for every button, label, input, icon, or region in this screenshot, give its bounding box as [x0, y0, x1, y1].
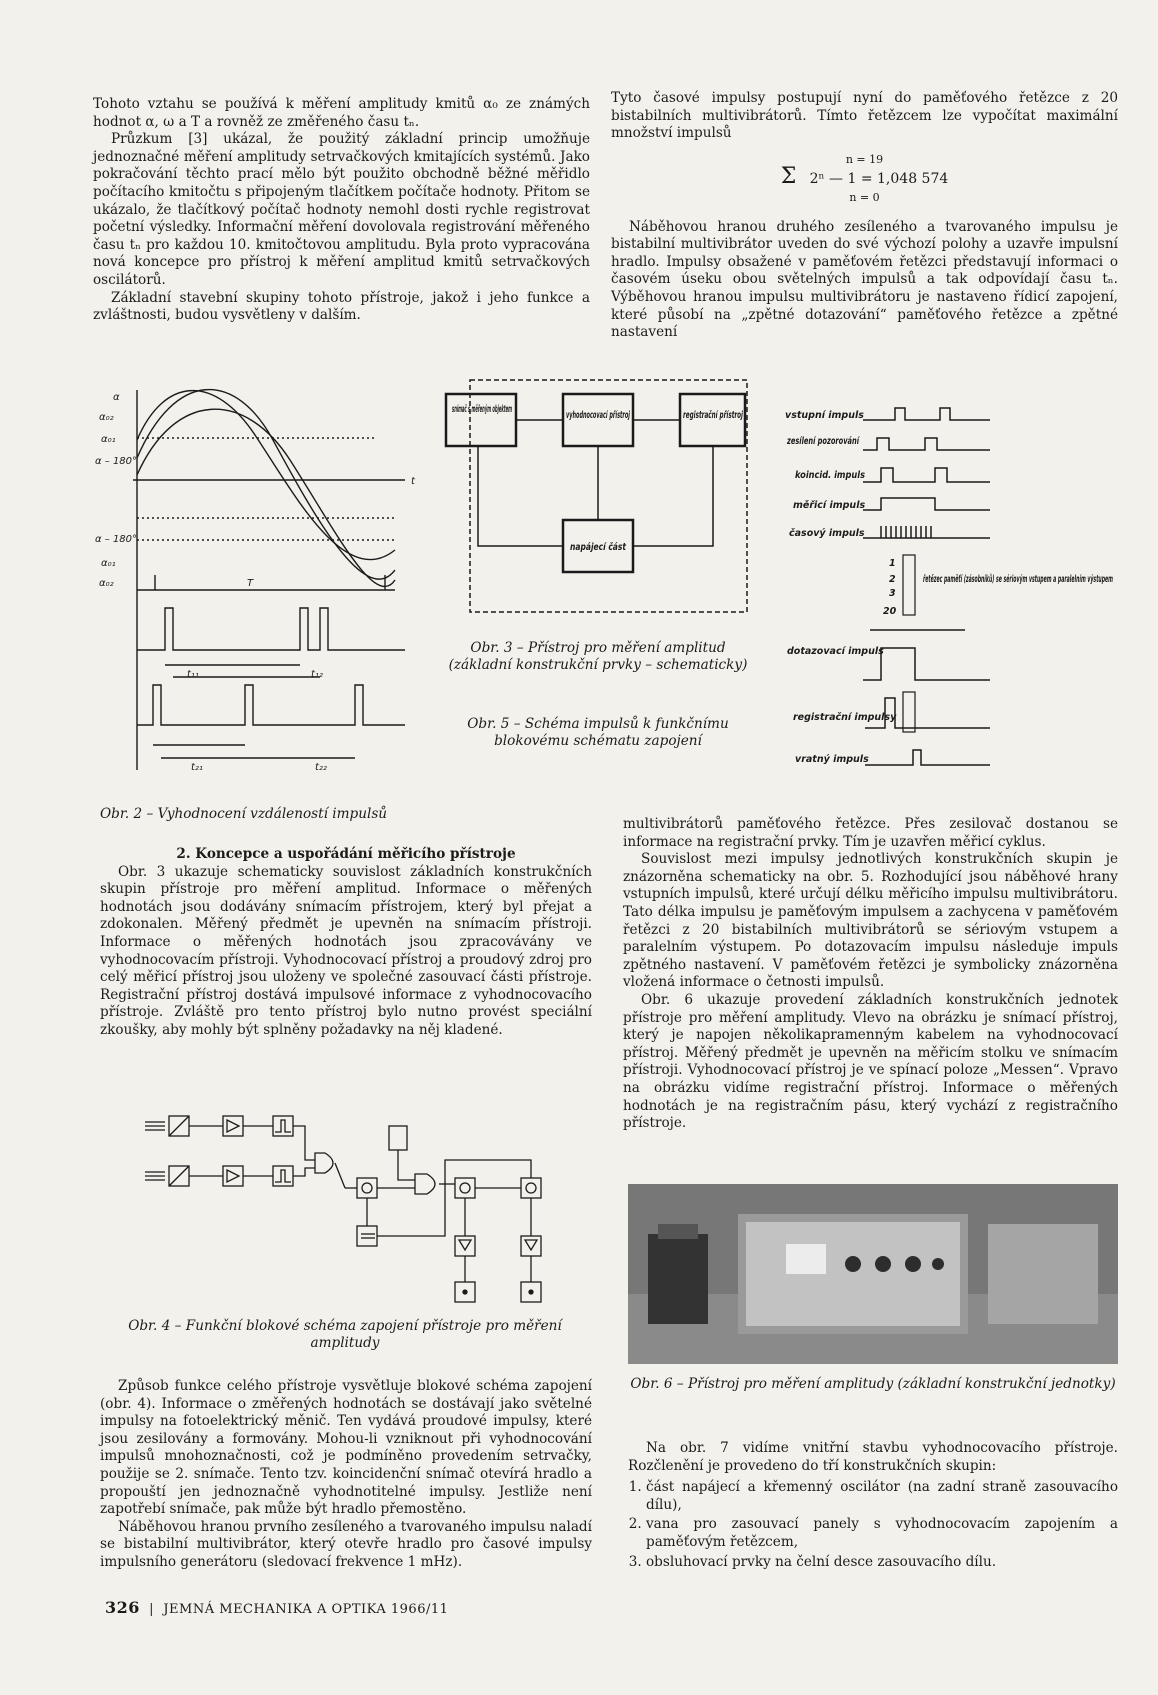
paragraph: Tohoto vztahu se používá k měření amplitudy kmitů α₀ ze známých hodnot α, ω a T a rovněž ze změřeného času tₙ. [93, 96, 590, 130]
paragraph: Na obr. 7 vidíme vnitřní stavbu vyhodnocovacího přístroje. Rozčlenění je provedeno do tří konstrukčních skupin: [628, 1440, 1118, 1474]
pulse-label-merici: měřicí impuls [793, 500, 866, 511]
axis-label-a180-neg: α – 180° [95, 534, 138, 545]
axis-label-t: t [411, 476, 415, 487]
sum-expression: 2ⁿ — 1 = 1,048 574 [809, 171, 949, 188]
axis-label-a02-neg: α₀₂ [99, 578, 114, 589]
list-item: 1. část napájecí a křemenný oscilátor (na zadní straně zasouvacího dílu), [646, 1479, 1118, 1514]
paragraph: Způsob funkce celého přístroje vysvětluje blokové schéma zapojení (obr. 4). Informace o změřených hodnotách se dostávají jako světelné impulsy na fotoelektrický měnič. Ten vydává proudové impulsy, které jsou zesilovány a formovány. Mohou-li vzniknout při vyhodnocování impulsů mnohoznačnosti, což je podmíněno provedením setrvačky, použije se 2. snímače. Tento tzv. koincidenční snímač otevírá hradlo a propouští jen jednoznačně vyhodnotitelné impulsy. Jestliže není zapotřebí snímače, pak může být hradlo přemostěno. [100, 1378, 592, 1518]
pulse-label-vstupni: vstupní impuls [785, 410, 864, 421]
figure-6-photo [628, 1184, 1118, 1364]
right-text-bottom [628, 1440, 1118, 1573]
pulse-label-retezec: řetězec paměťí (zásobníků) se sériovým vstupem a paralelním výstupem [923, 574, 1114, 585]
right-text-middle [623, 816, 1118, 1133]
left-text-middle [100, 846, 592, 1040]
pulse-label-casovy: časový impuls [789, 528, 865, 539]
figure-3-block-schematic [438, 378, 758, 628]
sigma-symbol: Σ [780, 164, 797, 190]
sum-lower-limit: n = 0 [849, 190, 880, 204]
instrument-photo-illustration [628, 1184, 1118, 1364]
register-index-3: 3 [889, 588, 896, 599]
caption-fig2: Obr. 2 – Vyhodnocení vzdáleností impulsů [100, 806, 388, 822]
interval-label-t12: t₁₂ [311, 669, 323, 680]
block-label-registracni: registrační přístroj [683, 410, 744, 421]
axis-label-a180: α – 180° [95, 456, 138, 467]
paragraph: Tyto časové impulsy postupují nyní do paměťového řetězce z 20 bistabilních multivibrátorů. Tímto řetězcem lze vypočítat maximální množství impulsů [611, 90, 1118, 142]
axis-label-a02: α₀₂ [99, 412, 114, 423]
caption-fig3: Obr. 3 – Přístroj pro měření amplitud (základní konstrukční prvky – schematicky) [448, 640, 748, 673]
caption-fig4: Obr. 4 – Funkční blokové schéma zapojení přístroje pro měření amplitudy [128, 1318, 562, 1351]
paragraph: Průzkum [3] ukázal, že použitý základní princip umožňuje jednoznačné měření amplitudy setrvačkových kmitajících systémů. Jako pokračování těchto prací mělo být použito obchodně běžné měřidlo počítacího kmitočtu s připojeným tlačítkem počítače hodnoty. Přitom se ukázalo, že tlačítkový počítač hodnoty nemohl dosti rychle registrovat početní výsledky. Informační měření dovolovala registrování měřeného času tₙ pro každou 10. kmitočtovou amplitudu. Byla proto vypracována nová koncepce pro přístroj k měření amplitud kmitů setrvačkových oscilátorů. [93, 131, 590, 288]
left-text-top [93, 96, 590, 325]
register-index-2: 2 [889, 574, 896, 585]
list [628, 1479, 1118, 1571]
paragraph: Náběhovou hranou druhého zesíleného a tvarovaného impulsu je bistabilní multivibrátor uveden do své výchozí polohy a uzavře impulsní hradlo. Impulsy obsažené v paměťovém řetězci představují informaci o časovém úseku obou světelných impulsů a tak odpovídají času tₙ. Výběhovou hranou impulsu multivibrátoru je nastaveno řídicí zapojení, které působí na „zpětné dotazování“ paměťového řetězce a zpětné nastavení [611, 218, 1118, 341]
interval-label-t22: t₂₂ [315, 762, 327, 773]
pulse-label-zesileni: zesílení pozorování [786, 436, 861, 447]
list-item: 2. vana pro zasouvací panely s vyhodnocovacím zapojením a paměťovým řetězcem, [646, 1516, 1118, 1551]
paragraph: multivibrátorů paměťového řetězce. Přes zesilovač dostanou se informace na registrační prvky. Tím je uzavřen měřicí cyklus. [623, 816, 1118, 850]
pulse-label-regist: registrační impulsy [793, 712, 897, 723]
caption-fig5: Obr. 5 – Schéma impulsů k funkčnímu blokovému schématu zapojení [467, 716, 729, 749]
sum-formula [611, 151, 1118, 207]
left-text-bottom [100, 1378, 592, 1572]
sum-upper-limit: n = 19 [845, 152, 884, 166]
block-label-vyhodnocovaci: vyhodnocovací přístroj [566, 410, 631, 421]
register-index-1: 1 [889, 558, 896, 569]
figure-4-functional-block-schematic [145, 1088, 575, 1318]
page-footer [105, 1598, 448, 1617]
pulse-label-dotaz: dotazovací impuls [787, 646, 884, 657]
paragraph: Souvislost mezi impulsy jednotlivých konstrukčních skupin je znázorněna schematicky na obr. 5. Rozhodující jsou náběhové hrany vstupních impulsů, které určují délku měřicího impulsu multivibrátoru. Tato délka impulsu je paměťovým impulsem a zachycena v paměťovém řetězci z 20 bistabilních multivibrátorů se sériovým vstupem a paralelním výstupem. Po dotazovacím impulsu následuje impuls zpětného nastavení. V paměťovém řetězci je symbolicky znázorněna vložená informace o četnosti impulsů. [623, 851, 1118, 991]
interval-label-t21: t₂₁ [191, 762, 203, 773]
paragraph: Obr. 3 ukazuje schematicky souvislost základních konstrukčních skupin přístroje pro měření amplitud. Informace o měřených hodnotách jsou dodávány snímacím přístrojem, který byl přejat a zdokonalen. Měřený předmět je upevněn na snímacím přístroji. Informace o měřených hodnotách jsou zpracovávány ve vyhodnocovacím přístroji. Vyhodnocovací přístroj a proudový zdroj pro celý měřicí přístroj jsou uloženy ve společné zasouvací části přístroje. Registrační přístroj dostává impulsové informace z vyhodnocovacího přístroje. Zvláště pro tento přístroj bylo nutno provést speciální zkoušky, aby mohly být splněny požadavky na něj kladené. [100, 863, 592, 1038]
figure-5-pulse-diagram [785, 410, 1125, 780]
paragraph: Náběhovou hranou prvního zesíleného a tvarovaného impulsu naladí se bistabilní multivibrátor, který otevře hradlo pro časové impulsy impulsního generátoru (sledovací frekvence 1 mHz). [100, 1518, 592, 1570]
page-number: 326 [105, 1598, 140, 1617]
section-heading: 2. Koncepce a uspořádání měřicího přístroje [176, 846, 516, 862]
caption-fig6: Obr. 6 – Přístroj pro měření amplitudy (základní konstrukční jednotky) [630, 1376, 1116, 1392]
register-index-20: 20 [883, 606, 897, 617]
journal-name: JEMNÁ MECHANIKA A OPTIKA 1966/11 [163, 1602, 449, 1617]
paragraph: Základní stavební skupiny tohoto přístroje, jakož i jeho funkce a zvláštnosti, budou vysvětleny v dalším. [93, 289, 590, 324]
axis-label-alpha: α [113, 392, 120, 403]
footer-divider: | [144, 1602, 159, 1617]
right-text-top [611, 90, 1118, 342]
block-label-napajeci: napájecí část [570, 542, 627, 553]
interval-label-t11: t₁₁ [187, 669, 199, 680]
axis-label-a01-neg: α₀₁ [101, 558, 116, 569]
block-label-snimac: snímač s měřeným objektem [452, 404, 513, 415]
pulse-label-koincid: koincid. impuls [795, 470, 866, 481]
paragraph: Obr. 6 ukazuje provedení základních konstrukčních jednotek přístroje pro měření amplitudy. Vlevo na obrázku je snímací přístroj, který je napojen několikapramenným kabelem na vyhodnocovací přístroj. Měřený předmět je upevněn na měřicím stolku ve snímacím přístroji. Vyhodnocovací přístroj je ve spínací poloze „Messen“. Vpravo na obrázku vidíme registrační přístroj. Informace o měřených hodnotách je na registračním pásu, který vychází z registračního přístroje. [623, 991, 1118, 1132]
figure-2-waveforms [95, 380, 440, 780]
pulse-label-vratny: vratný impuls [795, 754, 869, 765]
list-item: 3. obsluhovací prvky na čelní desce zasouvacího dílu. [646, 1554, 1118, 1572]
period-label: T [247, 578, 254, 589]
axis-label-a01: α₀₁ [101, 434, 116, 445]
